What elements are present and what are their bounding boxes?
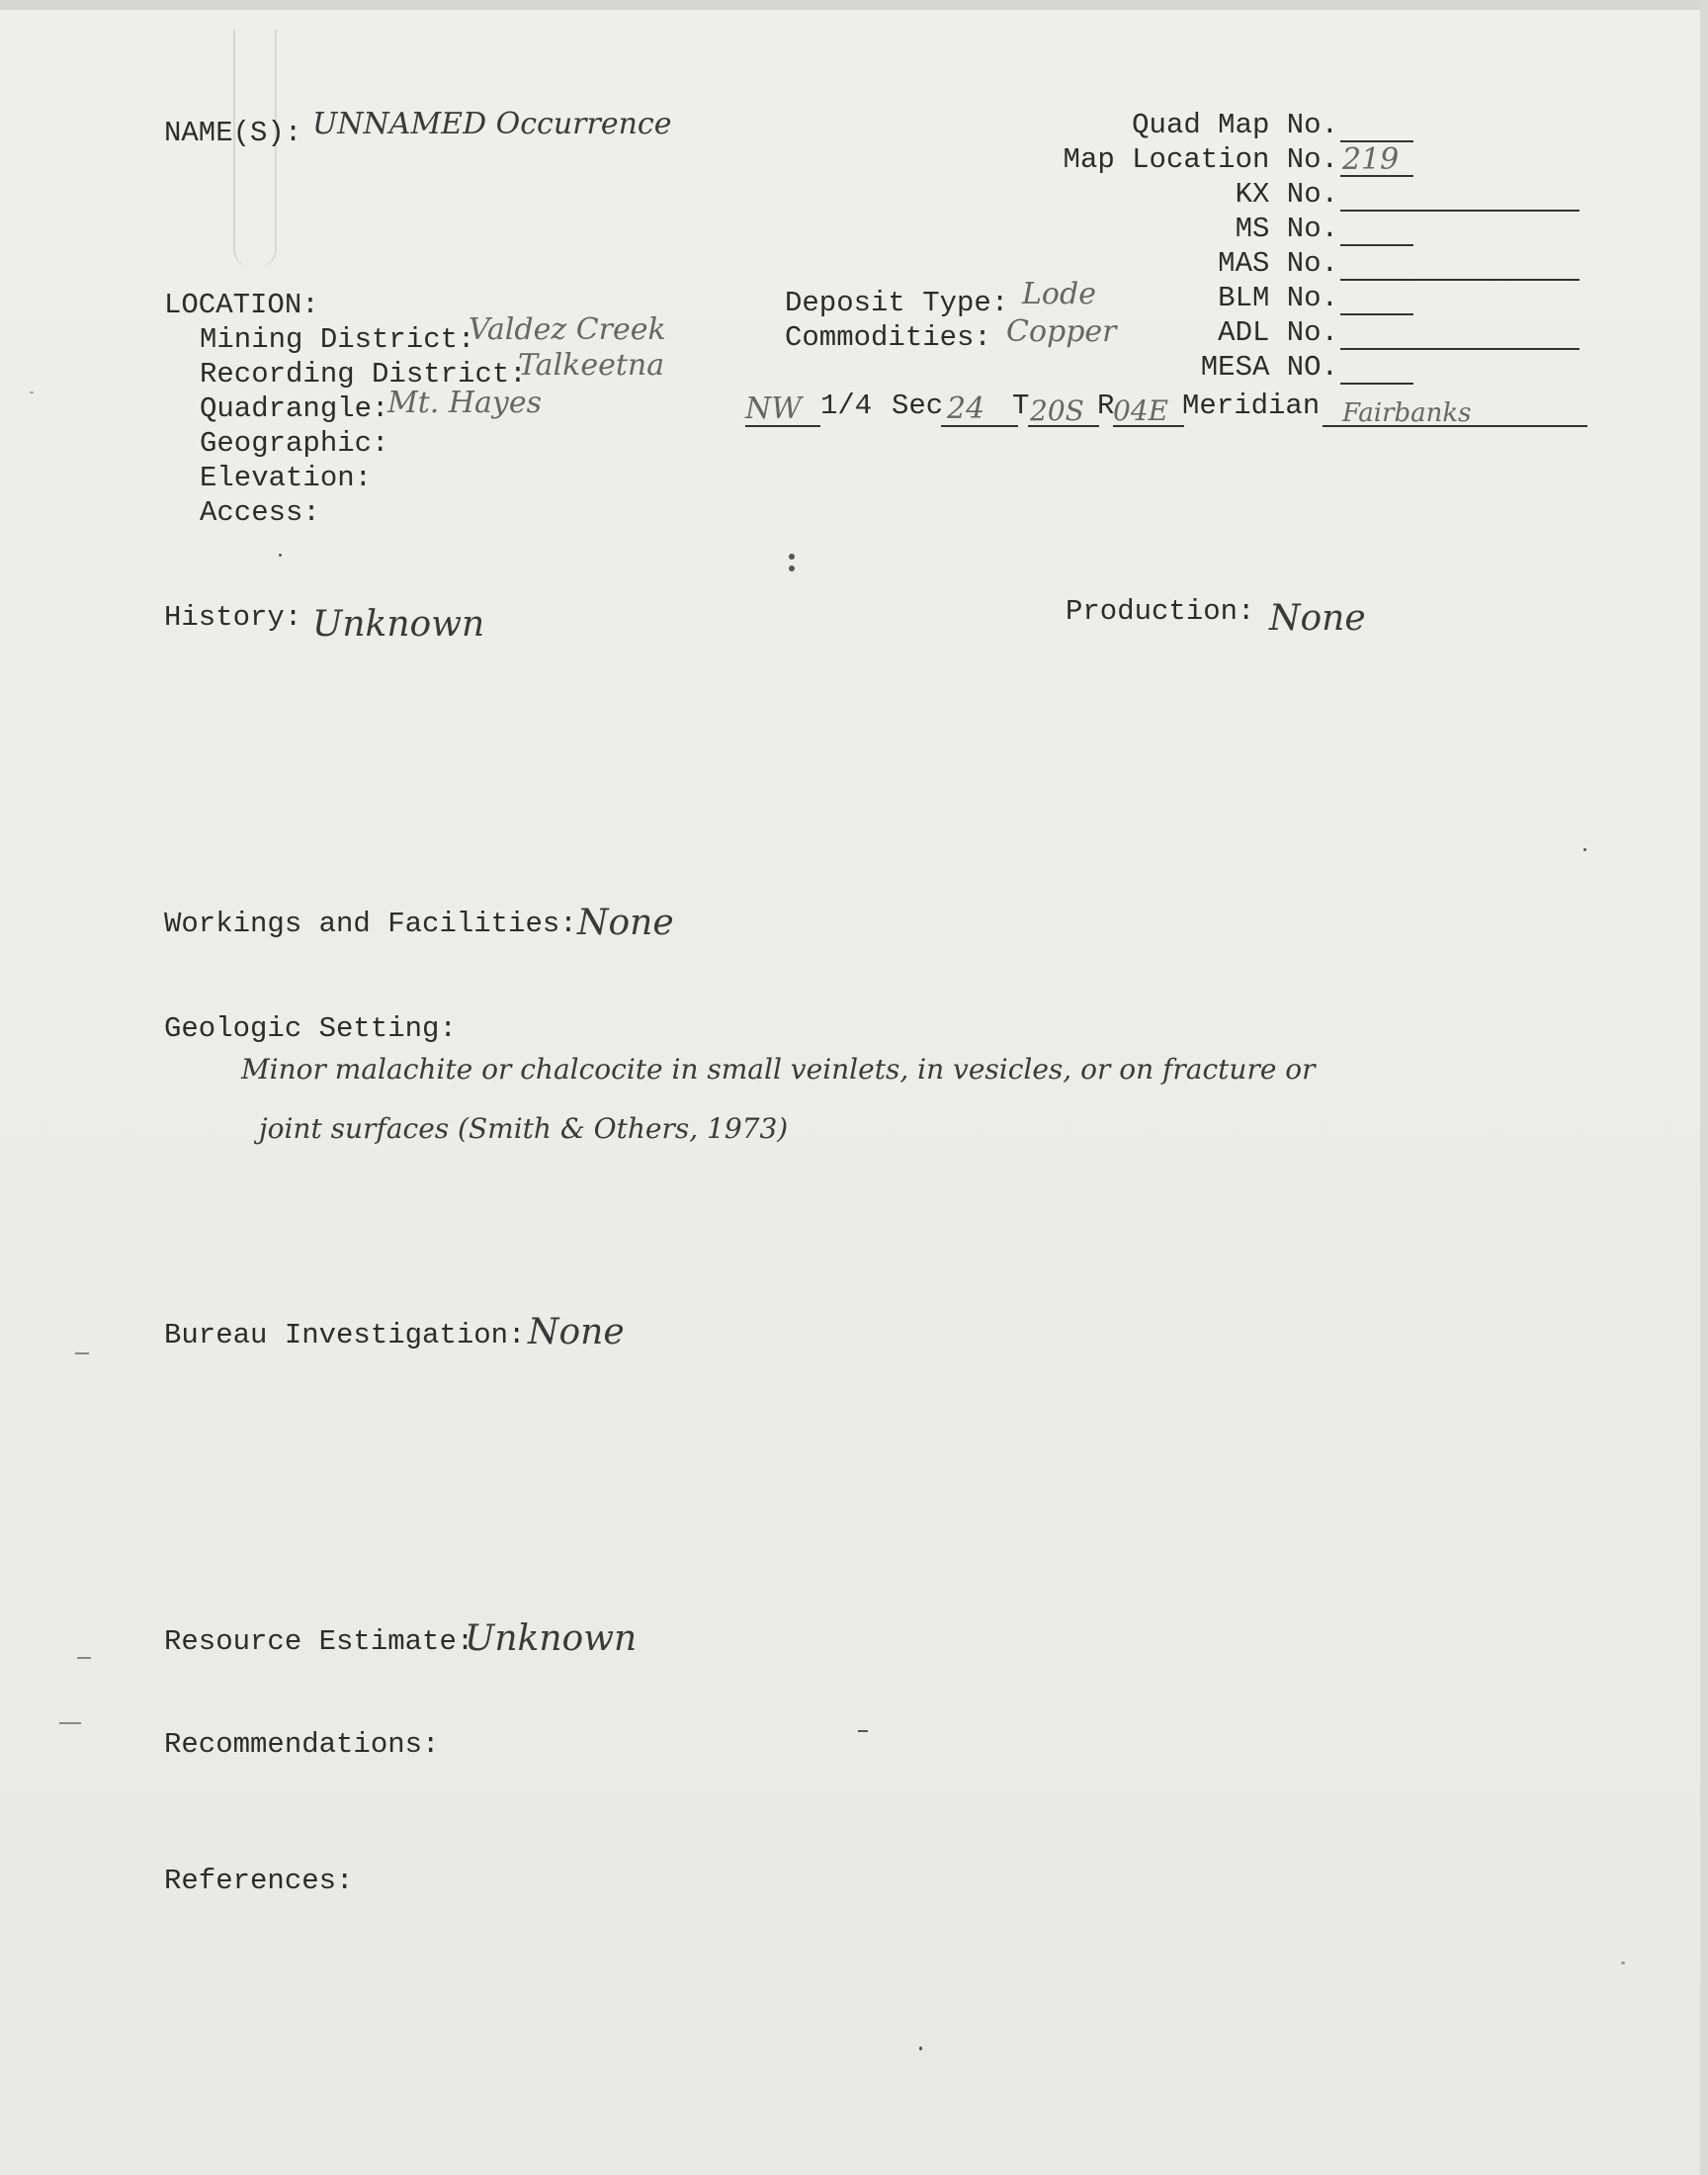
recommendations-label: Recommendations: bbox=[164, 1728, 440, 1761]
scan-dot bbox=[789, 554, 795, 560]
scan-speck bbox=[919, 2046, 922, 2050]
scan-edge-right bbox=[1700, 0, 1708, 2175]
mesa-label: MESA NO. bbox=[1200, 351, 1338, 384]
scan-edge-top bbox=[0, 0, 1708, 10]
geologic-line-1: Minor malachite or chalcocite in small veinlets, in vesicles, or on fracture or bbox=[241, 1053, 1316, 1086]
scan-speck bbox=[75, 1352, 89, 1354]
quarter-line bbox=[745, 425, 820, 427]
scan-speck bbox=[77, 1657, 91, 1659]
quarter-label: 1/4 bbox=[820, 390, 873, 422]
production-value: None bbox=[1269, 598, 1366, 639]
adl-line bbox=[1340, 348, 1580, 350]
mesa-line bbox=[1340, 383, 1413, 385]
name-value: UNNAMED Occurrence bbox=[312, 107, 672, 141]
recording-district-value: Talkeetna bbox=[518, 348, 665, 383]
t-value: 20S bbox=[1030, 394, 1084, 427]
geologic-line-2: joint surfaces (Smith & Others, 1973) bbox=[259, 1112, 789, 1145]
resource-value: Unknown bbox=[465, 1618, 638, 1659]
bureau-label: Bureau Investigation: bbox=[164, 1319, 526, 1351]
bureau-value: None bbox=[528, 1312, 625, 1352]
scan-speck bbox=[59, 1722, 81, 1724]
mas-label: MAS No. bbox=[1218, 247, 1338, 280]
deposit-type-label: Deposit Type: bbox=[785, 287, 1009, 319]
resource-label: Resource Estimate: bbox=[164, 1625, 474, 1658]
production-label: Production: bbox=[1066, 595, 1255, 628]
geologic-label: Geologic Setting: bbox=[164, 1012, 457, 1045]
elevation-label: Elevation: bbox=[200, 462, 373, 494]
access-label: Access: bbox=[200, 496, 320, 529]
mining-district-label: Mining District: bbox=[200, 323, 475, 356]
t-label: T bbox=[1012, 390, 1030, 422]
sec-label: Sec bbox=[892, 390, 944, 422]
deposit-type-value: Lode bbox=[1022, 277, 1096, 311]
r-label: R bbox=[1097, 390, 1115, 422]
history-value: Unknown bbox=[312, 604, 485, 645]
scan-dot bbox=[789, 566, 795, 571]
commodities-value: Copper bbox=[1006, 314, 1117, 349]
name-label: NAME(S): bbox=[164, 117, 302, 149]
mining-district-value: Valdez Creek bbox=[469, 312, 666, 347]
history-label: History: bbox=[164, 601, 302, 634]
quarter-value: NW bbox=[745, 392, 803, 426]
workings-value: None bbox=[577, 903, 674, 943]
scan-speck bbox=[1621, 1961, 1625, 1964]
kx-label: KX No. bbox=[1235, 178, 1338, 211]
quadrangle-label: Quadrangle: bbox=[200, 392, 389, 425]
references-label: References: bbox=[164, 1865, 354, 1897]
sec-value: 24 bbox=[947, 392, 985, 426]
map-location-label: Map Location No. bbox=[1063, 143, 1338, 176]
blm-line bbox=[1340, 313, 1413, 315]
ms-line bbox=[1340, 244, 1413, 246]
geographic-label: Geographic: bbox=[200, 427, 389, 460]
mas-line bbox=[1340, 279, 1580, 281]
meridian-value: Fairbanks bbox=[1342, 398, 1472, 428]
adl-label: ADL No. bbox=[1218, 316, 1338, 349]
kx-line bbox=[1340, 210, 1580, 212]
location-label: LOCATION: bbox=[164, 289, 319, 321]
scan-speck bbox=[30, 392, 34, 393]
ms-label: MS No. bbox=[1235, 213, 1338, 245]
recording-district-label: Recording District: bbox=[200, 358, 527, 391]
scan-speck bbox=[1583, 848, 1586, 851]
map-location-value: 219 bbox=[1342, 142, 1400, 177]
scan-speck bbox=[858, 1730, 868, 1732]
blm-label: BLM No. bbox=[1218, 282, 1338, 314]
scan-speck bbox=[279, 554, 282, 557]
commodities-label: Commodities: bbox=[785, 321, 991, 354]
quad-map-label: Quad Map No. bbox=[1132, 109, 1338, 141]
meridian-label: Meridian bbox=[1182, 390, 1321, 422]
workings-label: Workings and Facilities: bbox=[164, 908, 577, 940]
r-value: 04E bbox=[1113, 394, 1169, 427]
quadrangle-value: Mt. Hayes bbox=[387, 386, 542, 420]
